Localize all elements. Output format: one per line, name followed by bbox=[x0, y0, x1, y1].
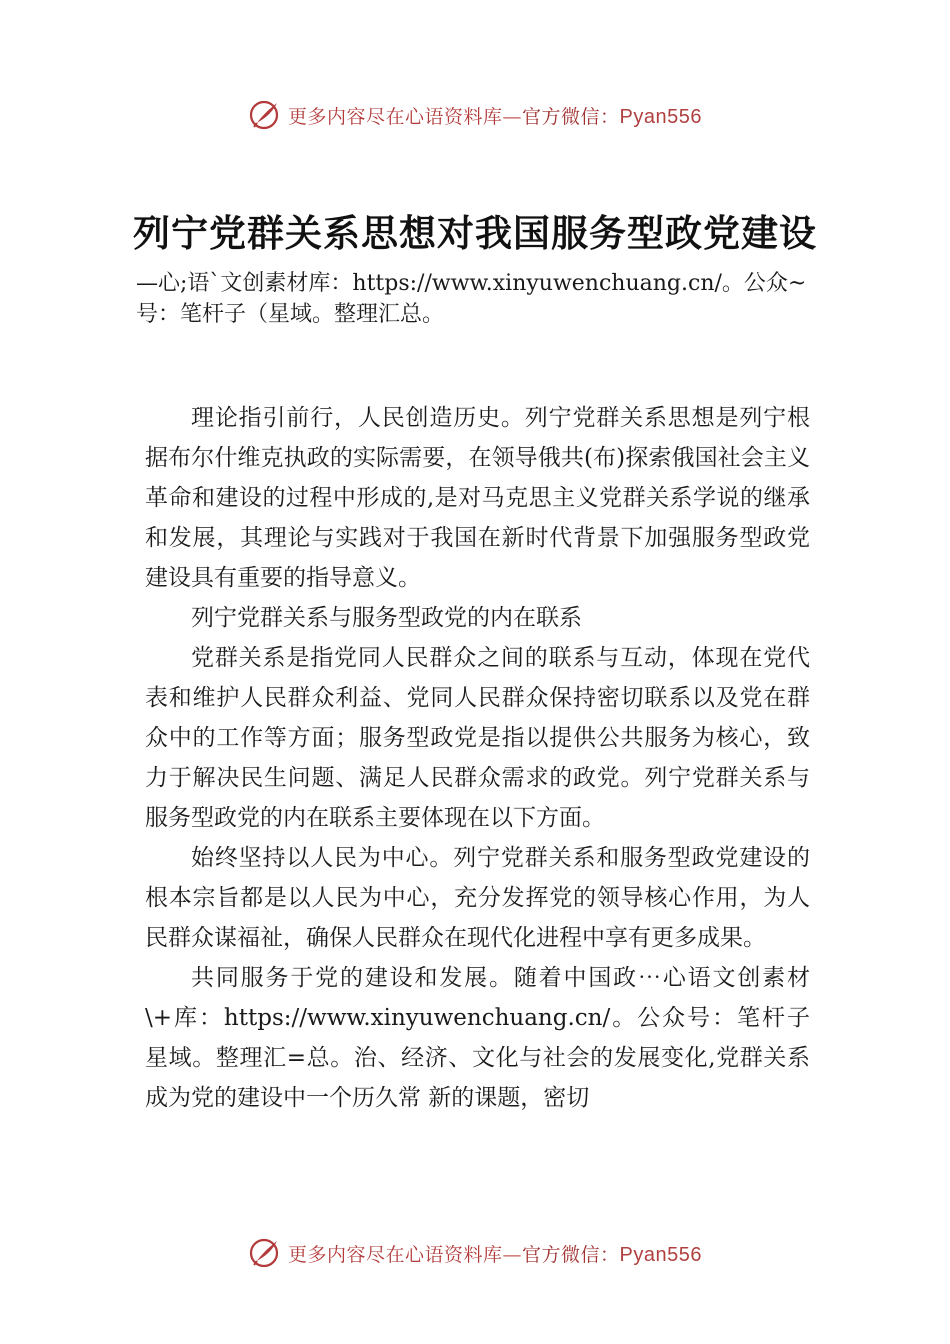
paragraph: 理论指引前行，人民创造历史。列宁党群关系思想是列宁根据布尔什维克执政的实际需要，在领导俄共(布)探索俄国社会主义革命和建设的过程中形成的,是对马克思主义党群关系学说的继承和发展，其理论与实践对于我国在新时代背景下加强服务型政党建设具有重要的指导意义。 bbox=[145, 405, 810, 591]
document-body bbox=[145, 398, 810, 1118]
section-heading: 列宁党群关系与服务型政党的内在联系 bbox=[191, 605, 582, 631]
source-line: —心;语`文创素材库：https://www.xinyuwenchuang.cn/。公众~号：笔杆子（星域。整理汇总。 bbox=[136, 271, 807, 327]
paragraph: 共同服务于党的建设和发展。随着中国政⋯心语文创素材\+库：https://www.xinyuwenchuang.cn/。公众号：笔杆子星域。整理汇=总。治、经济、文化与社会的发展变化,党群关系成为党的建设中一个历久常 新的课题，密切 bbox=[145, 965, 810, 1111]
document-title: 列宁党群关系思想对我国服务型政党建设 bbox=[133, 211, 817, 255]
banner-text: 更多内容尽在心语资料库—官方微信：Pyan556 bbox=[288, 1243, 702, 1266]
quill-logo-icon bbox=[248, 98, 282, 132]
paragraph: 党群关系是指党同人民群众之间的联系与互动，体现在党代表和维护人民群众利益、党同人民群众保持密切联系以及党在群众中的工作等方面；服务型政党是指以提供公共服务为核心，致力于解决民生问题、满足人民群众需求的政党。列宁党群关系与服务型政党的内在联系主要体现在以下方面。 bbox=[145, 645, 810, 831]
paragraph: 始终坚持以人民为中心。列宁党群关系和服务型政党建设的根本宗旨都是以人民为中心，充分发挥党的领导核心作用，为人民群众谋福祉，确保人民群众在现代化进程中享有更多成果。 bbox=[145, 845, 810, 951]
header-banner bbox=[0, 95, 950, 135]
quill-logo-icon bbox=[248, 1236, 282, 1270]
footer-banner bbox=[0, 1233, 950, 1273]
banner-text: 更多内容尽在心语资料库—官方微信：Pyan556 bbox=[288, 105, 702, 128]
